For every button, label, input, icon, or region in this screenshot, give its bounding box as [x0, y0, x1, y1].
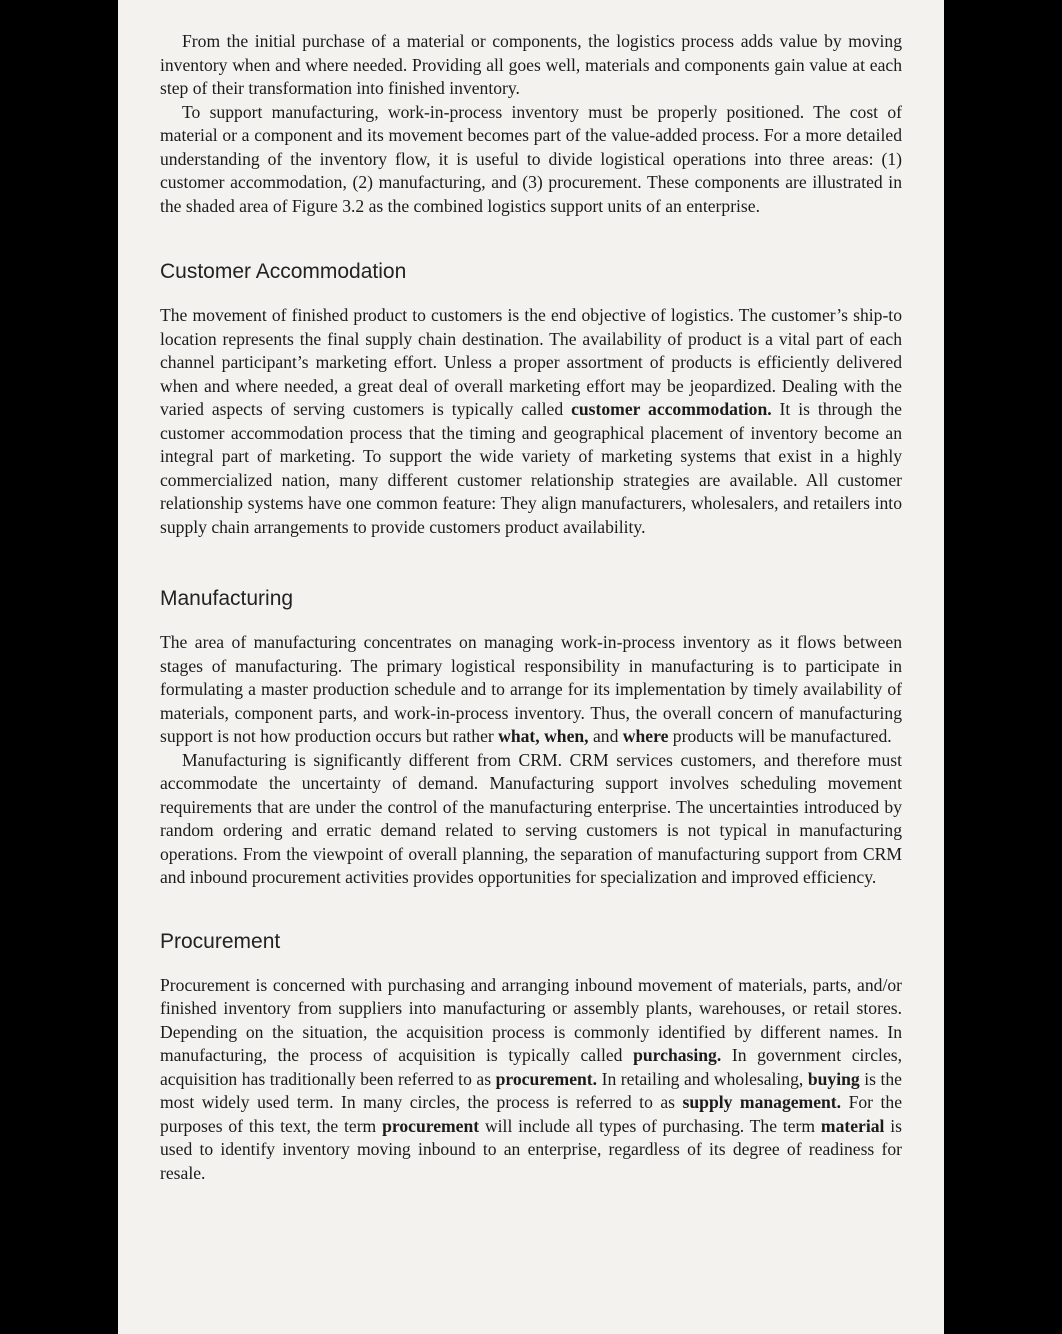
procurement-paragraph	[160, 974, 902, 1186]
section-heading-procurement: Procurement	[160, 929, 281, 953]
key-term: procurement.	[495, 1068, 598, 1089]
manufacturing-paragraph-1	[160, 631, 902, 749]
key-term: when,	[544, 726, 589, 746]
key-term: buying	[807, 1068, 860, 1089]
key-term: purchasing.	[633, 1045, 722, 1065]
text-run: and	[588, 726, 623, 746]
page-content	[160, 30, 902, 1185]
key-term: procurement	[382, 1115, 480, 1136]
section-heading-customer-accommodation: Customer Accommodation	[160, 260, 407, 283]
intro-paragraph-2: To support manufacturing, work-in-process inventory must be properly positioned. The cost of material or a component and its movement becomes part of the value-added process. For a more detailed understanding of the inventory flow, it is useful to divide logistical operations into three areas: (1) customer accommodation, (2) manufacturing, and (3) procurement. These components are illustrated in the shaded area of Figure 3.2 as the combined logistics support units of an enterprise.	[160, 101, 902, 216]
text-run: products will be manufactured.	[668, 726, 892, 746]
key-term: customer accommodation.	[571, 399, 772, 419]
customer-accommodation-paragraph	[160, 304, 902, 539]
text-run: The movement of finished product to customers is the end objective of logistics. The customer’s ship-to location represents the final supply chain destination. The availability of product is a vital part of each channel participant’s marketing effort. Unless a proper assortment of products is efficiently delivered when and where needed, a great deal of overall marketing effort may be jeopardized. Dealing with the varied aspects of serving customers is typically called	[160, 305, 902, 419]
text-run: The area of manufacturing concentrates on managing work-in-process inventory as it flows between stages of manufacturing. The primary logistical responsibility in manufacturing is to participate in formulating a master production schedule and to arrange for its implementation by timely availability of materials, component parts, and work-in-process inventory. Thus, the overall concern of manufacturing support is not how production occurs but rather	[160, 632, 902, 746]
manufacturing-paragraph-2: Manufacturing is significantly different from CRM. CRM services customers, and therefore must accommodate the uncertainty of demand. Manufacturing support involves scheduling movement requirements that are under the control of the manufacturing enterprise. The uncertainties introduced by random ordering and erratic demand related to serving customers is not typical in manufacturing operations. From the viewpoint of overall planning, the separation of manufacturing support from CRM and inbound procurement activities provides opportunities for specialization and improved efficiency.	[160, 749, 902, 887]
intro-paragraph-1: From the initial purchase of a material or components, the logistics process adds value by moving inventory when and where needed. Providing all goes well, materials and components gain value at each step of their transformation into finished inventory.	[160, 31, 902, 98]
text-run: In retailing and wholesaling,	[597, 1068, 808, 1089]
book-page	[118, 0, 944, 1334]
key-term: supply management.	[682, 1092, 842, 1112]
text-run: is the most widely used term. In many circles, the process is referred to as	[160, 1068, 902, 1112]
key-term: what,	[498, 726, 540, 746]
text-run: For the purposes of this text, the term	[160, 1092, 903, 1136]
text-run: In government circles, acquisition has traditionally been referred to as	[160, 1045, 902, 1089]
text-run: Procurement is concerned with purchasing and arranging inbound movement of materials, parts, and/or finished inventory from suppliers into manufacturing or assembly plants, warehouses, or retail stores. Depending on the situation, the acquisition process is commonly identified by different names. In manufacturing, the process of acquisition is typically called	[160, 974, 902, 1065]
key-term: material	[820, 1115, 885, 1136]
key-term: where	[622, 726, 669, 746]
text-run: It is through the customer accommodation process that the timing and geographical placement of inventory become an integral part of marketing. To support the wide variety of marketing systems that exist in a highly commercialized nation, many different customer relationship strategies are available. All customer relationship systems have one common feature: They align manufacturers, wholesalers, and retailers into supply chain arrangements to provide customers product availability.	[160, 399, 902, 537]
section-heading-manufacturing: Manufacturing	[160, 587, 294, 610]
text-run: is used to identify inventory moving inbound to an enterprise, regardless of its degree of readiness for resale.	[160, 1115, 902, 1183]
text-run: will include all types of purchasing. The term	[479, 1115, 821, 1136]
